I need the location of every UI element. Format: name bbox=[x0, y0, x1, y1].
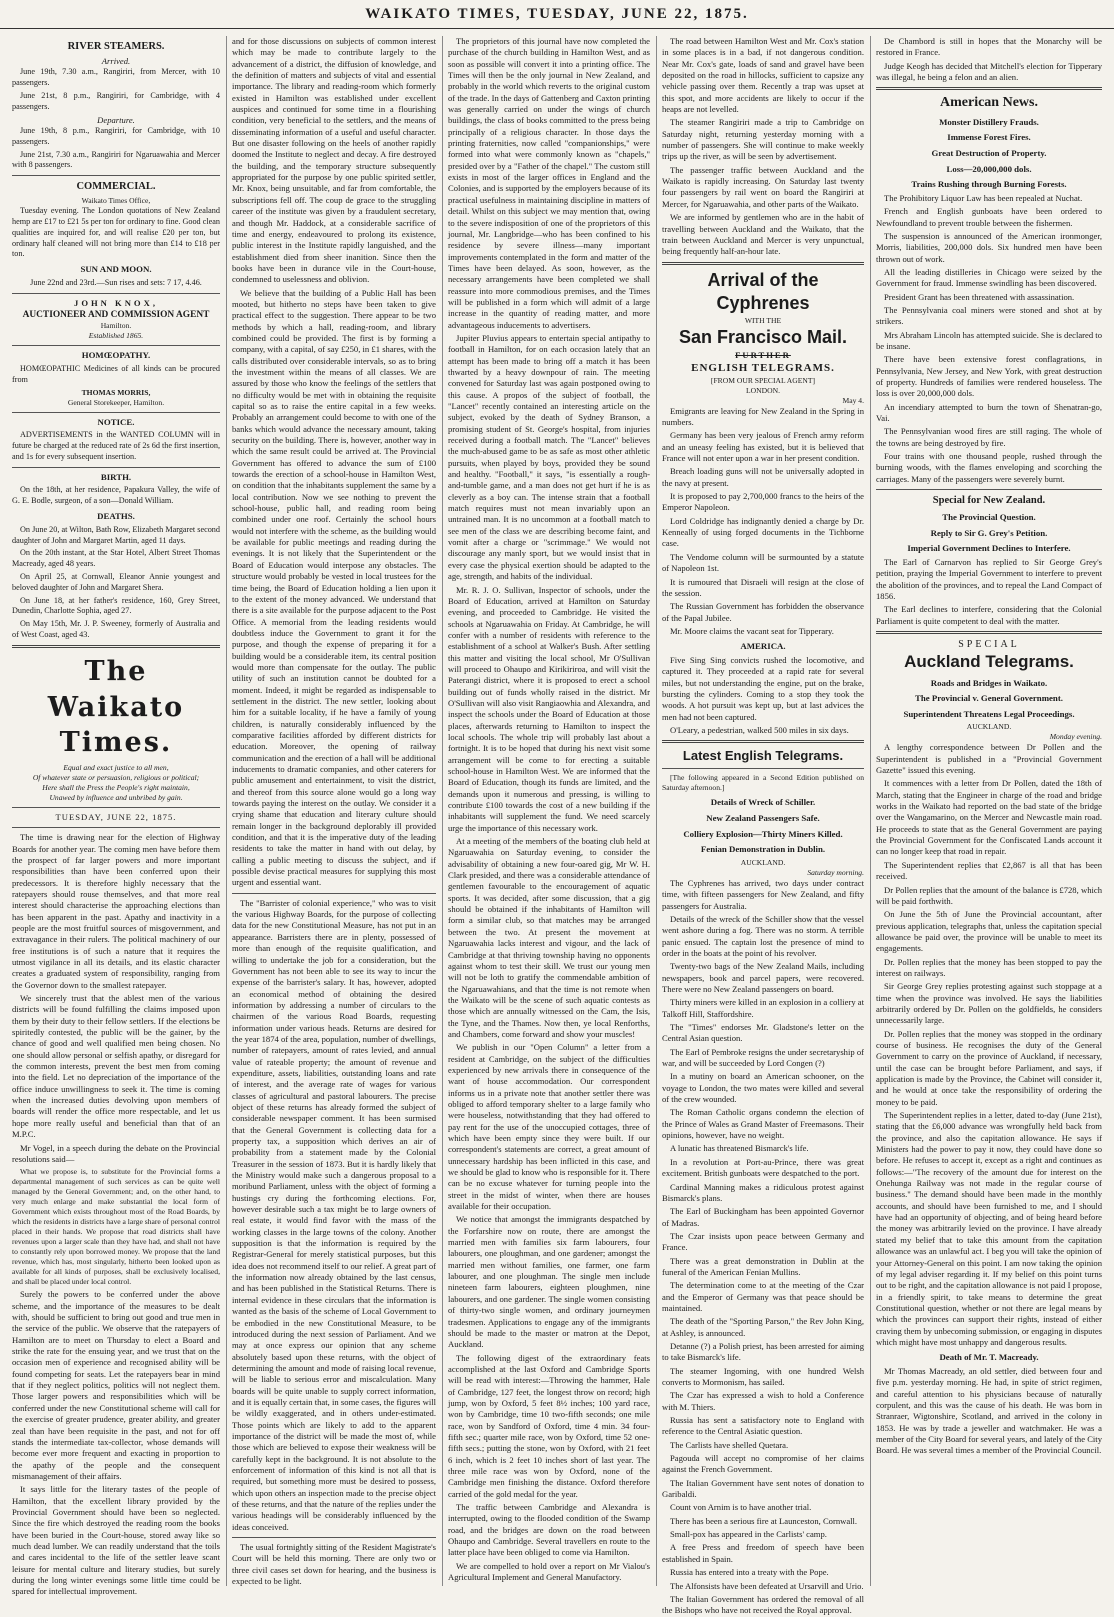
deaths-heading: DEATHS. bbox=[97, 511, 135, 522]
subheading: Reply to Sir G. Grey's Petition. bbox=[930, 527, 1048, 538]
article-paragraph: The traffic between Cambridge and Alexandra is interrupted, owing to the flooded condition of the Swamp road, and the bridges are down on the road between Ohaupo and Cambridge. Several travellers en route to the latter place have been obliged to come via Hamilton. bbox=[448, 1502, 650, 1558]
homeopathy-text: HOMŒOPATHIC Medicines of all kinds can be procured from bbox=[12, 364, 220, 384]
cyphrenes-with: WITH THE bbox=[744, 316, 782, 326]
article-paragraph: We are informed by gentlemen who are in the habit of travelling between Auckland and the Waikato, that the train between Auckland and Mercer is very unpunctual, being frequently half-an-hour late. bbox=[662, 212, 864, 257]
telegram-item: The Czar has expressed a wish to hold a Conference with M. Thiers. bbox=[662, 1390, 864, 1412]
latest-telegrams-heading: Latest English Telegrams. bbox=[682, 748, 844, 764]
subheading: Monster Distillery Frauds. bbox=[939, 116, 1039, 127]
dateline: TUESDAY, JUNE 22, 1875. bbox=[55, 811, 177, 822]
telegram-item: The Earl of Pembroke resigns the under secretaryship of war, and will be succeeded by Lord Congen (?) bbox=[662, 1046, 864, 1069]
motto-line: Unawed by influence and unbribed by gain. bbox=[49, 792, 183, 802]
subheading: Roads and Bridges in Waikato. bbox=[930, 677, 1048, 688]
telegram-item: Cardinal Manning makes a ridiculous protest against Bismarck's plans. bbox=[662, 1181, 864, 1203]
news-item: All the leading distilleries in Chicago were seized by the Government for fraud. Immense swindling has been discovered. bbox=[876, 266, 1102, 289]
news-item: Four trains with one thousand people, rushed through the burning woods, with the flames enveloping and scorching the carriages. Many of the passengers were severely burnt. bbox=[876, 451, 1102, 484]
telegram-item: Small-pox has appeared in the Carlists' camp. bbox=[670, 1529, 827, 1540]
death-notice: On the 20th instant, at the Star Hotel, Albert Street Thomas Macready, aged 48 years. bbox=[12, 548, 220, 569]
news-item: An incendiary attempted to burn the town of Shenatran-go, Vai. bbox=[876, 401, 1102, 424]
editorial-quote: What we propose is, to substitute for the Provincial forms a departmental management of such services as can be quite well managed by the General Government; and, on the other hand, to very much enlarge and make substantial the local form of Government which exists throughout most of the Road Boards, by which the residents in districts have a large share of personal control placed in their hands. We propose that road districts shall have revenues upon a larger scale than they have had, and shall not have to constantly rely upon borrowed money. We propose that the land revenue, which has, most singularly, hitherto been looked upon as available for all kinds of purposes, shall be exclusively localised, and shall be placed under local control. bbox=[12, 1167, 220, 1287]
homeopathy-name: THOMAS MORRIS, bbox=[81, 387, 151, 397]
telegram-item: The Alfonsists have been defeated at Ursarvill and Urio. bbox=[670, 1580, 864, 1591]
death-notice: On April 25, at Cornwall, Eleanor Annie youngest and beloved daughter of John and Margaret Shera. bbox=[12, 571, 220, 592]
arrived-subheading: Arrived. bbox=[101, 55, 131, 66]
death-notice: On May 15th, Mr. J. P. Sweeney, formerly of Australia and of West Coast, aged 43. bbox=[12, 619, 220, 640]
news-item: President Grant has been threatened with assassination. bbox=[884, 291, 1075, 302]
telegram-item: In a revolution at Port-au-Prince, there was great excitement. British gunboats were despatched to the port. bbox=[662, 1156, 864, 1179]
article-paragraph: At a meeting of the members of the boating club held at Ngaruawahia on Saturday evening, to consider the advisability of obtaining a new four-oared gig, Mr W. H. Clark presided, and there was a considerable attendance of gentlemen favourable to the encouragement of aquatic sports. It was decided, after some discussion, that a gig should be obtained if the inhabitants of Hamilton will form a similar club, so that matches may be arranged between the two. At present the movement at Ngaruawahia lacks interest and vigour, and the lack of Cambridge at that thriving township having no opponents against whom to test their skill. We trust our young men will not be loth to gratify the commendable ambition of the Ngaruawahians, and that the time is not remote when the Waikato will be the scene of such aquatic contests as those which are annually witnessed on the Cam, the Isis, the Tyne, and the Thames. Now then, ye local Renforths, and Chambers, come forward and show your muscles! bbox=[448, 836, 650, 1039]
column-rule bbox=[870, 36, 871, 1586]
cyphrenes-headline: Arrival of the Cyphrenes bbox=[707, 269, 819, 314]
news-item: The Earl of Carnarvon has replied to Sir George Grey's petition, praying the Imperial Government to interfere to prevent the abolition of the provinces, and to repeal the Land Compact of 1856. bbox=[876, 556, 1102, 601]
telegram-item: The steamer Ingoming, with one hundred Welsh converts to Mormonism, has sailed. bbox=[662, 1365, 864, 1387]
monday-time: Monday evening. bbox=[1049, 732, 1102, 742]
news-item: Dr. Pollen replies that the money was stopped in the ordinary course of business. He recognises the duty of the General Government to carry on the province of Auckland, if necessary, until the case can be brought before Parliament, and says, if application is made by the Province, the Cabinet will consider it, and he would at once take the responsibility of ordering the money to be paid. bbox=[876, 1028, 1102, 1107]
auckland-dateline: AUCKLAND. bbox=[740, 857, 786, 867]
further-label: FURTHER bbox=[735, 349, 791, 360]
river-steamers-heading: RIVER STEAMERS. bbox=[67, 41, 165, 52]
news-item: The Superintendent replies in a letter, dated to-day (June 21st), stating that the £6,000 advance was wrongfully held back from the province, and also the capitation allowance. He says if Ministers had the power to pay it now, they could have done so before. He refuses to accept it, except as a right and continues as follows:—"The recovery of the amount due for interest on the Onehunga Railway was not made in the regular course of business." The demand should have been made in the monthly accounts, and should have been furnished to me, and I should have had an opportunity of objecting, and of being heard before the money was arbitrarily levied on the province. I have already stated my belief that to take this amount from the capitation allowance was an unlawful act. I beg you will take the opinion of your Attorney-General on this point. I am now taking the opinion of my legal adviser regarding it. If my belief on this point turns out to be right, and the capitation allowance is not paid I propose, in a friendly spirit, to take means to determine the great Constitutional question, whether or not there are legal means by which the provinces can support their rights, instead of either craving them by unbecoming submission, or engaging in disputes which might have most unhappy and dangerous results. bbox=[876, 1110, 1102, 1347]
auckland-dateline: AUCKLAND. bbox=[966, 722, 1012, 732]
telegram-item: The Earl of Buckingham has been appointed Governor of Madras. bbox=[662, 1206, 864, 1228]
editorial-paragraph: It says little for the literary tastes of the people of Hamilton, that the excellent library provided by the Provincial Government should have been so neglected. Since the fire which destroyed the reading room the books have been buried in the Court-house, stored away like so much dead lumber. We can readily understand that the toils and cares incidental to the life of the settler leave scant leisure for mental culture and literary studies, but surely during the long winter evenings some little time could be spared for intellectual improvement. bbox=[12, 1484, 220, 1597]
telegram-item: O'Leary, a pedestrian, walked 500 miles in six days. bbox=[670, 724, 849, 735]
special-nz-heading: Special for New Zealand. bbox=[932, 495, 1046, 507]
subheading: Imperial Government Declines to Interfere. bbox=[907, 543, 1071, 554]
subheading: Immense Forest Fires. bbox=[947, 132, 1031, 143]
column-rule bbox=[656, 36, 657, 1586]
special-label: SPECIAL bbox=[958, 638, 1020, 650]
special-agent-note: [FROM OUR SPECIAL AGENT] bbox=[710, 375, 816, 385]
article-paragraph: Mr. R. J. O. Sullivan, Inspector of schools, under the Board of Education, arrived at Hamilton on Saturday evening, and proceeded to Cambridge. He visited the schools at Ngaruawahia on Friday. At Cambridge, he will confer with a number of residents with reference to the establishment of a school at Walker's Bush. After settling this matter and visiting the local school, Mr O'Sullivan will proceed to Ohaupo and Kirikiriroa, and will visit the Paterangi district, where it is proposed to erect a school building out of funds wholly raised in the district. Mr O'Sullivan will also visit Rangiaowhia and Alexandra, and inspect the schools under the Board of Education at those places, afterwards returning to Hamilton to inspect the local schools. The whole trip will probably last about a fortnight. It is to be hoped that during his next visit some arrangement will be come to for erecting a suitable school-house in Hamilton West. We are informed that the Board of Education, though its funds are limited, and the demands upon it numerous and pressing, is willing to contribute £100 towards the cost of a new building if the inhabitants will supplement the fund. We need scarcely urge the importance of this necessary work. bbox=[448, 584, 650, 833]
may-date: May 4. bbox=[842, 395, 864, 405]
subheading: Superintendent Threatens Legal Proceedings. bbox=[903, 708, 1075, 719]
telegram-item: It is rumoured that Disraeli will resign at the close of the session. bbox=[662, 576, 864, 598]
column-5 bbox=[876, 36, 1102, 1586]
column-rule bbox=[226, 36, 227, 1586]
telegram-item: The Czar insists upon peace between Germany and France. bbox=[662, 1230, 864, 1253]
subheading: Details of Wreck of Schiller. bbox=[710, 797, 816, 808]
article-paragraph: and for those discussions on subjects of common interest which may be made to contribute largely to the advancement of a district, the diffusion of knowledge, and the definition of matters and subjects of vital and essential importance. The library and reading-room which formerly existed in Hamilton was established under excellent auspices and continued for some time in a flourishing condition, very beneficial to the settlers, and the means of disseminating information of a useful and useful character. But one disaster following on the heels of another rapidly doomed the Institute to neglect and decay. A fire destroyed the building, and the temporary structure subsequently appropriated for the purpose by one public spirited settler, Mr. Knox, being unsuitable, and far from comfortable, the subscriptions fell off. The coup de grace to the struggling career of the institute was given by a fraudulent secretary, and though Mr. Haddock, at a considerable sacrifice of time and energy, endeavoured to prolong its existence, public interest in the Institute rapidly languished, and the establishment died from sheer inanition. Since then the books have been in durance vile in the Court-house, condemned to uselessness and oblivion. bbox=[232, 36, 436, 285]
telegram-item: The Italian Government has ordered the removal of all the Bishops who have not received the Royal approval. bbox=[662, 1593, 864, 1616]
news-item: The Superintendent replies that £2,867 is all that has been received. bbox=[876, 859, 1102, 882]
birth-text: On the 18th, at her residence, Papakura Valley, the wife of G. E. Bodle, surgeon, of a son—Donald William. bbox=[12, 485, 220, 506]
editorial-paragraph: Mr Vogel, in a speech during the debate on the Provincial resolutions said— bbox=[12, 1142, 220, 1164]
article-paragraph: The "Barrister of colonial experience," who was to visit the various Highway Boards, for the purpose of collecting data for the new Constitutional Measure, has not put in an appearance. Barristers there are in plenty, possessed of more than enough of the requisite qualification, and willing to undertake the job for a consideration, but the Government has not been able to see its way to incur the expense of the barrister's salary. It has, however, adopted an economical method of obtaining the desired information by addressing a number of circulars to the chairmen of the various Road Boards, requesting information under various heads. Returns are desired for the year 1874 of the area, population, number of dwellings, number of ratepayers, amount of rates levied, and annual value of rateable property; the amount of revenue and expenditure, assets, liabilities, outstanding loans and rate of interest, and the average rate of wages for various classes of agricultural and pastoral labourers. The precise object of these returns has already formed the subject of considerable newspaper comment. It has been surmised that the General Government is collecting data for a property tax, a supposition which derives an air of probability from a statement made by the Colonial Treasurer in the session of 1873. But it is hardly likely that the Ministry would make such a dangerous proposal to a moribund Parliament, unless with the object of forming a hustings cry during the forthcoming elections. For, however desirable such a tax might be to large owners of real estate, it would find favor with the mass of the working classes in the large towns of the colony. Another supposition is that the information is required by the Registrar-General for merely statistical purposes, but this idea does not recommend itself to our relief. A great part of the information now already obtained by the last census, and has been published in the Statistical Returns. There is internal evidence in these circulars that the information is wanted as the basis of the scheme of Local Government to be embodied in the new Constitutional Measure, to be introduced during the next session of Parliament. And we may at once express our opinion that any scheme absolutely based upon these returns, with the object of determining the amount and mode of raising local revenue, will be liable to serious error and miscalculation. Many boards will be quite unable to supply correct information, and it is equally certain that, in some cases, the figures will be wildly exaggerated, and in others under-estimated. Those points which are likely to add to the apparent importance of the district will be made the most of, while those which are believed to expose their weakness will be carefully kept in the background. It is not absolute to the enforcement of information of this kind is not all that is required, but something more must be desired to possess, which upon others an inspection made to the precise object of these returns, and that the nature of the replies under the various headings will be considerably influenced by the ideas conceived. bbox=[232, 897, 436, 1532]
arrival-entry: June 19th, 7.30 a.m., Rangiriri, from Mercer, with 10 passengers. bbox=[12, 67, 220, 88]
commercial-subheading: Waikato Times Office, bbox=[81, 196, 151, 206]
column-2 bbox=[232, 36, 436, 1586]
telegram-item: Thirty miners were killed in an explosion in a colliery at Talkoff Hill, Staffordshire. bbox=[662, 997, 864, 1019]
editorial-paragraph: Surely the powers to be conferred under the above scheme, and the importance of the measures to be dealt with, should be sufficient to bring out good and true men in the service of the public. We observe that the ratepayers of Hamilton are to meet on Thursday to elect a Board and strike the rate for the ensuing year, and we trust that on the occasion men of experience and recognised ability will be found competing for seats. Let the ratepayers bear in mind that if they neglect politics, politics will not neglect them. Those larger powers and responsibilities which will be conferred under the new Constitutional scheme will call for the exercise of greater prudence, greater ability, and greater zeal than have been requisite in the past, and not for off stands the intermediate tax-collector, whose demands will become ever more frequent and exacting in proportion to the apathy of the people and the consequent mismanagement of their affairs. bbox=[12, 1289, 220, 1481]
news-item: A lengthy correspondence between Dr Pollen and the Superintendent is published in a "Provincial Government Gazette" issued this evening. bbox=[876, 742, 1102, 776]
telegram-item: Details of the wreck of the Schiller show that the vessel went ashore during a fog. There was no storm. A terrible panic ensued. The captain lost the presence of mind to order in the boats at the point of his revolver. bbox=[662, 913, 864, 958]
sun-moon-text: June 22nd and 23rd.—Sun rises and sets: 7 17, 4.46. bbox=[30, 277, 202, 287]
auckland-telegrams-heading: Auckland Telegrams. bbox=[904, 652, 1074, 672]
news-item: There have been extensive forest conflagrations, in Pennsylvania, New Jersey, and New York, with great destruction of property. Hundreds of families were rendered houseless. The loss is over 20,000,000 dols. bbox=[876, 354, 1102, 399]
column-1 bbox=[12, 36, 220, 1597]
telegram-item: The death of the "Sporting Parson," the Rev John King, at Ashley, is announced. bbox=[662, 1316, 864, 1338]
telegram-item: Emigrants are leaving for New Zealand in the Spring in numbers. bbox=[662, 405, 864, 428]
paper-title: The Waikato Times. bbox=[47, 655, 185, 759]
telegram-item: The Carlists have shelled Quetara. bbox=[670, 1439, 789, 1450]
death-heading: Death of Mr. T. Macready. bbox=[939, 1352, 1039, 1363]
article-paragraph: The usual fortnightly sitting of the Resident Magistrate's Court will be held this morning. There are only two or three civil cases set down for hearing, and the business is expected to be light. bbox=[232, 1542, 436, 1587]
telegram-item: Pagouda will accept no compromise of her claims against the French Government. bbox=[662, 1453, 864, 1475]
news-item: French and English gunboats have been ordered to Newfoundland to prevent trouble between the fishermen. bbox=[876, 206, 1102, 228]
article-paragraph: Jupiter Pluvius appears to entertain special antipathy to football in Hamilton, for on each occasion lately that an attempt has been made to bring off a match it has been thwarted by a heavy downpour of rain. The meeting convened for Saturday last was again postponed owing to this cause. A propos of the subject of football, the "Lancet" recently contained an interesting article on the subject, evoked by the death of Sydney Branson, a promising student of St. George's hospital, from injuries received during a football match. The "Lancet" believes the much-abused game to be as safe as most other athletic pursuits, when played by boys, provided they be sound and healthy. "Football," it says, "is essentially a rough-and-tumble game, and a man does not get hurt if he is as cleverly as a boy can. The intense strain that a football match requires must not mean invariably upon an untrained man. It is no uncommon at a football match to see men of the class we are describing become faint, and vomit after a charge or "scrimmage." We would not discourage any manly sport, but we would insist that in every case the physical exertion should be adapted to the age, strength, and habits of the individual. bbox=[448, 332, 650, 582]
telegram-item: There has been a serious fire at Launceston, Cornwall. bbox=[670, 1515, 858, 1526]
london-dateline: LONDON. bbox=[746, 385, 780, 395]
subheading: Colliery Explosion—Thirty Miners Killed. bbox=[683, 828, 843, 839]
commercial-text: Tuesday evening. The London quotations of New Zealand hemp are £17 to £21 5s per ton for ordinary to fine. Good clean qualities are inquired for, and will realise £20 per ton, but ordinary half cleaned will not bring more than £14 to £18 per ton. bbox=[12, 206, 220, 259]
death-notice: On June 18, at her father's residence, 160, Grey Street, Dunedin, Charlotte Sophia, aged 27. bbox=[12, 595, 220, 616]
article-paragraph: The steamer Rangiriri made a trip to Cambridge on Saturday night, returning yesterday morning with a number of passengers. She will continue to make weekly trips up the river, as will be seen by advertisement. bbox=[662, 117, 864, 162]
notice-text: ADVERTISEMENTS in the WANTED COLUMN will in future be charged at the reduced rate of 2s 6d the first insertion, and 1s for every subsequent insertion. bbox=[12, 430, 220, 461]
motto-line: Here shall the Press the People's right maintain, bbox=[42, 782, 190, 792]
article-paragraph: We notice that amongst the immigrants despatched by the Forfarshire now on route, there are amongst the married men with families six farm labourers, four labourers, one ploughman, and one gardener; amongst the married men without families, one farmer, one farm labourer, and one ploughman. The single men include nineteen farm labourers, eighteen ploughmen, nine labourers, and one gardener. The single women consisting of thirty-two single women, and ordinary journeymen tradesmen. Applications to engage any of the immigrants should be made to the master or matron at the Depot, Auckland. bbox=[448, 1214, 650, 1350]
mail-headline: San Francisco Mail. bbox=[678, 327, 848, 348]
editorial-paragraph: The time is drawing near for the election of Highway Boards for another year. The coming men have before them the prospect of far larger powers and more important responsibilities than have been conferred upon their predecessors. It is therefore highly necessary that the ratepayers should rouse themselves, and that more real interest should characterise the approaching elections than has been apparent in the past. Apathy and inactivity in a people are the most fruitful sources of misgovernment, and extravagance in their rulers. The political machinery of our free institutions is of such a nature that it requires the utmost vigilance in all its details, and its elastic character creates a graduated system of responsibility, ranging from the Governor down to the smallest ratepayer. bbox=[12, 832, 220, 990]
telegram-item: In a mutiny on board an American schooner, on the voyage to London, the two mates were killed and several of the crew wounded. bbox=[662, 1071, 864, 1105]
homeopathy-heading: HOMŒOPATHY. bbox=[81, 350, 151, 361]
departure-entry: June 21st, 7.30 a.m., Rangiriri for Ngaruawahia and Mercer with 8 passengers. bbox=[12, 149, 220, 170]
column-rule bbox=[442, 36, 443, 1586]
news-item: Dr. Pollen replies that the money has been stopped to pay the interest on railways. bbox=[876, 956, 1102, 978]
column-3 bbox=[448, 36, 650, 1586]
sun-moon-heading: SUN AND MOON. bbox=[80, 264, 152, 275]
latest-note: [The following appeared in a Second Edition published on Saturday afternoon.] bbox=[662, 773, 864, 793]
subheading: Great Destruction of Property. bbox=[931, 148, 1047, 159]
article-paragraph: We believe that the building of a Public Hall has been mooted, but hitherto no steps have been taken to give practical effect to the suggestion. There appear to be two methods by which a hall, reading-room, and library combined could be provided. The first is by forming a company, with a capital, of say £250, in £1 shares, with the calls distributed over considerable intervals, so as to bring the investment within the means of all classes. We are assured by those who know the feelings of the settlers that no difficulty would be met with in obtaining the requisite capital so as to raise the entire capital in a few weeks. Probably an arrangement could become to with one of the banks which would advance the necessary amount, taking security on the building. There is, however, another way in which the same result could be arrived at. The Provincial Government has offered to advance the sum of £100 towards the erection of a school-house in Hamilton West, on condition that the inhabitants supplement the same by a local contribution. Now we see nothing to prevent the school-house, public hall, and reading room being combined under one roof. Certainly the school hours would not interfere with the scheme, as the building would be available for public meetings and reading during the evenings. It is not likely that the Superintendent or the Board of Education would interpose any obstacles. The structure would probably be vested in local trustees for the time being, the Board of Education holding a lien upon it to the extent of the money advanced. We understand that there is a site available for the purpose adjacent to the Post Office. A memorial from the leading residents would doubtless induce the Government to grant it for the purpose, and though the expense of preparing it for a building would be a considerable item, its central position would more than compensate for the outlay. The public utility of such an institution cannot be doubted for a moment. Indeed, it might be regarded as indispensable to settlement in the district. The new settler, looking about him for a suitable locality, if he have a family of young children, is naturally considerably influenced by the comparative facilities afforded by different districts for education. Moreover, the opening of railway communication and the erection of a hall will be additional inducements to dramatic companies, and other caterers for public amusement and entertainment, to visit the district, and thereof from this source alone would go a long way towards paying the interest on the outlay. We consider it a crying shame that education and literary culture should remain longer in the background deplorably ill provided condition, and that it is the imperative duty of the leading residents to take the matter in hand with out delay, by calling a public meeting to discuss the subject, and if possible devise practical measures for supplying this most urgent and essential want. bbox=[232, 287, 436, 888]
subheading: New Zealand Passengers Safe. bbox=[706, 813, 820, 824]
birth-heading: BIRTH. bbox=[100, 471, 132, 482]
death-notice: On June 20, at Wilton, Bath Row, Elizabeth Margaret second daughter of John and Margaret Martin, aged 11 days. bbox=[12, 524, 220, 545]
motto-line: Equal and exact justice to all men, bbox=[63, 762, 169, 772]
telegram-item: Mr. Moore claims the vacant seat for Tipperary. bbox=[670, 625, 834, 636]
column-4 bbox=[662, 36, 864, 1616]
knox-established: Established 1865. bbox=[88, 331, 144, 341]
news-item: The suspension is announced of the American ironmonger, Morris, liabilities, 200,000 dols. Six hundred men have been thrown out of work. bbox=[876, 230, 1102, 264]
notice-heading: NOTICE. bbox=[97, 416, 135, 427]
subheading: The Provincial Question. bbox=[942, 512, 1036, 522]
knox-place: Hamilton. bbox=[100, 321, 132, 331]
editorial-paragraph: We sincerely trust that the ablest men of the various districts will be found fulfilling the claims imposed upon them by their duty to their fellow settlers. If the elections be spiritedly contested, the public will be the gainer, by the chance of good and well qualified men being chosen. No one should allow personal or selfish apathy, or disregard for the common interests, prevent the best men from coming into the field. Let no depreciation of the importance of the office induce unwillingness to seek it. The time is coming when the increased duties devolving upon members of boards will render the office more respectable, and let us hope more really useful and beneficial than that of an M.P.C. bbox=[12, 993, 220, 1140]
article-paragraph: The passenger traffic between Auckland and the Waikato is rapidly increasing. On Saturday last twenty four passengers by rail went on board the Rangiriri at Mercer, for Ngaruawahia, and other parts of the Waikato. bbox=[662, 164, 864, 209]
telegram-item: Five Sing Sing convicts rushed the locomotive, and captured it. They proceeded at a rapid rate for several miles, but not understanding the engine, put on the brake, bursting the cylinders. Coming to a stop they took the woods. A hot pursuit was kept up, but at last advices the men had not been captured. bbox=[662, 654, 864, 722]
telegram-item: Russia has entered into a treaty with the Pope. bbox=[670, 1567, 829, 1578]
subheading: The Provincial v. General Government. bbox=[915, 693, 1063, 704]
arrival-entry: June 21st, 8 p.m., Rangiriri, for Cambridge, with 4 passengers. bbox=[12, 90, 220, 111]
subheading: Loss—20,000,000 dols. bbox=[946, 163, 1032, 174]
news-item: The Pennsylvanian wood fires are still raging. The whole of the towns are being destroyed by fire. bbox=[876, 426, 1102, 448]
news-item: The Pennsylvania coal miners were stoned and shot at by strikers. bbox=[876, 304, 1102, 327]
news-item: Sir George Grey replies protesting against such stoppage at a time when the province was involved. He says the liabilities arbitrarily ordered by Dr. Pollen on the goldfields, he considers unnecessarily large. bbox=[876, 981, 1102, 1026]
article-paragraph: The following digest of the extraordinary feats accomplished at the last Oxford and Cambridge Sports will be read with interest:—Throwing the hammer, Hale of Cambridge, 127 feet, the longest throw on record; high jump, won by Oxford, 5 feet 8½ inches; 100 yard race, won by Cambridge, time 10 two-fifth seconds; one mile race, won by Sandford of Oxford, time 4 min. 34 four-fifth sec.; quarter mile race, won by Oxford, time 52 one-fifth secs.; putting the stone, won by Oxford, with 21 feet 6 inch, which is 2 feet 10 inches short of last year. The three mile race was won by Oxford, none of the Cambridge men finishing the distance. Oxford therefore carried of the gold medal for the year. bbox=[448, 1352, 650, 1499]
telegram-item: The Vendome column will be surmounted by a statute of Napoleon 1st. bbox=[662, 551, 864, 574]
telegram-item: The "Times" endorses Mr. Gladstone's letter on the Central Asian question. bbox=[662, 1022, 864, 1044]
subheading: Fenian Demonstration in Dublin. bbox=[700, 844, 826, 855]
commercial-heading: COMMERCIAL. bbox=[76, 181, 156, 193]
article-paragraph: The proprietors of this journal have now completed the purchase of the church building in Hamilton West, and as soon as possible will convert it into a printing office. The Times will then be the only journal in New Zealand, and probably in the world which reverts to the original custom of the trade. In the days of Gattenberg and Caxton printing was generally carried on under the wings of church buildings, the class of books committed to the press being principally of a religious character. In those days the printing fraternities, now called "companionships," were formed into what were commonly known as "chapels," presided over by a "Father of the chapel." The custom still exists in most of the larger offices in England and the Colonies, and is supported by the employers because of its practical usefulness in maintaining discipline in matters of detail. Whilst on this subject we may mention that, owing to the severe indisposition of one of the proprietors of this journal, Mr. Langbridge—who has been confined to his residence by severe illness—many important improvements contemplated in the form and matter of the Times have been delayed. As soon, however, as the necessary arrangements have been completed we shall reassure into more commodious premises, and the Times will be published in a form which will admit of a large increase in the quantity of reading matter, and more advantageous inducements to advertisers. bbox=[448, 36, 650, 330]
telegram-item: The determination come to at the meeting of the Czar and the Emperor of Germany was that peace should be maintained. bbox=[662, 1280, 864, 1313]
telegram-item: Germany has been very jealous of French army reform and an uneasy feeling has existed, but it is believed that France will not enter upon a war in her present condition. bbox=[662, 430, 864, 464]
telegram-item: The Russian Government has forbidden the observance of the Papal Jubilee. bbox=[662, 601, 864, 623]
departure-entry: June 19th, 8 p.m., Rangiriri, for Cambridge, with 10 passengers. bbox=[12, 125, 220, 146]
telegram-item: Twenty-two bags of the New Zealand Mails, including newspapers, book and parcel papers, were recovered. There were no New Zealand passengers on board. bbox=[662, 961, 864, 994]
article-paragraph: We are compelled to hold over a report on Mr Vialou's Agricultural Implement and General Manufactory. bbox=[448, 1560, 650, 1583]
homeopathy-sub: General Storekeeper, Hamilton. bbox=[67, 397, 165, 407]
telegram-item: Breach loading guns will not be universally adopted in the navy at present. bbox=[662, 466, 864, 488]
saturday-time: Saturday morning. bbox=[807, 867, 864, 877]
telegram-item: A free Press and freedom of speech have been established in Spain. bbox=[662, 1542, 864, 1564]
telegram-item: De Chambord is still in hopes that the Monarchy will be restored in France. bbox=[876, 36, 1102, 58]
news-item: Dr Pollen replies that the amount of the balance is £728, which will be paid forthwith. bbox=[876, 884, 1102, 906]
telegram-item: Russia has sent a satisfactory note to England with reference to the Central Asiatic question. bbox=[662, 1415, 864, 1437]
knox-name: JOHN KNOX, bbox=[74, 297, 158, 308]
telegram-item: The Roman Catholic organs condemn the election of the Prince of Wales as Grand Master of Freemasons. Their opinions, however, have no weight. bbox=[662, 1107, 864, 1141]
motto-line: Of whatever state or persuasion, religious or political; bbox=[32, 772, 200, 782]
news-item: Mr Thomas Macready, an old settler, died between four and five p.m. yesterday morning. He had, in spite of strict regimen, and careful attention to his physicians because of naturally corpulent, and this was the cause of his death. He was born in Stranraer, Wigtonshire, Scotland, and arrived in the colony in 1853. He was by trade a jeweller and watchmaker. He was a member of the City Board for several years, and lately of the City Board. He was several times a member of the Provincial Council. bbox=[876, 1365, 1102, 1456]
telegram-item: Judge Keogh has decided that Mitchell's election for Tipperary was illegal, he being a felon and an alien. bbox=[876, 60, 1102, 83]
english-telegrams-heading: ENGLISH TELEGRAMS. bbox=[691, 362, 835, 375]
american-news-heading: American News. bbox=[940, 95, 1038, 111]
telegram-item: It is proposed to pay 2,700,000 francs to the heirs of the Emperor Napoleon. bbox=[662, 491, 864, 513]
news-item: It commences with a letter from Dr Pollen, dated the 18th of March, stating that the Engineer in charge of the road and bridge works in the Waikato had reported on the bad state of the bridge over the Wangamarino, on the Mercer and Newcastle main road. He proceeds to state that as the General Government are paying the Provincial Government for the Confiscated Lands account it can no longer keep that road in repair. bbox=[876, 778, 1102, 857]
telegram-item: The Cyphrenes has arrived, two days under contract time, with fifteen passengers for New Zealand, and fifty passengers for Australia. bbox=[662, 877, 864, 911]
knox-title: AUCTIONEER AND COMMISSION AGENT bbox=[22, 309, 210, 320]
article-paragraph: The road between Hamilton West and Mr. Cox's station in some places is in a bad, if not dangerous condition. Near Mr. Cox's gate, loads of sand and gravel have been deposited on the road in hillocks, sufficient to capsize any vehicle passing over them. Recently a trap was upset at this spot, and more accidents are likely to occur if the heaps are not levelled. bbox=[662, 36, 864, 115]
news-item: The Earl declines to interfere, considering that the Colonial Parliament is quite competent to deal with the matter. bbox=[876, 604, 1102, 626]
news-item: Mrs Abraham Lincoln has attempted suicide. She is declared to be insane. bbox=[876, 329, 1102, 352]
telegram-item: The Italian Government have sent notes of donation to Garibaldi. bbox=[662, 1477, 864, 1500]
subheading: Trains Rushing through Burning Forests. bbox=[911, 179, 1067, 190]
page-masthead: WAIKATO TIMES, TUESDAY, JUNE 22, 1875. bbox=[0, 6, 1114, 29]
news-item: The Prohibitory Liquor Law has been repealed at Nuchat. bbox=[884, 192, 1083, 203]
america-heading: AMERICA. bbox=[740, 641, 786, 652]
telegram-item: There was a great demonstration in Dublin at the funeral of the American Fenian Mullins. bbox=[662, 1255, 864, 1277]
telegram-item: Lord Coldridge has indignantly denied a charge by Dr. Kenneally of using forged documents in the Tichborne case. bbox=[662, 515, 864, 549]
telegram-item: Count von Arnim is to have another trial. bbox=[670, 1502, 812, 1513]
telegram-item: A lunatic has threatened Bismarck's life. bbox=[670, 1143, 809, 1154]
telegram-item: Detanne (?) a Polish priest, has been arrested for aiming to take Bismarck's life. bbox=[662, 1340, 864, 1363]
article-paragraph: We publish in our "Open Column" a letter from a resident at Cambridge, on the subject of the difficulties experienced by new arrivals there in consequence of the want of house accommodation. Our correspondent informs us in a private note that another settler there was obliged to afford temporary shelter to a large family who were houseless, notwithstanding that they had offered to pay rent for the use of the unoccupied cottages, three of which have been empty since they were built. If our correspondent's statements are correct, a great amount of unnecessary hardship has been inflicted in this case, and we should be glad to know who is responsible for it. There can be no excuse whatever for turning people into the street in the midst of winter, when there are houses available for their occupation. bbox=[448, 1042, 650, 1212]
departure-subheading: Departure. bbox=[97, 114, 135, 125]
news-item: On June the 5th of June the Provincial accountant, after previous application, telegraphs that, unless the capitation special allowance be paid over, the province will be unable to meet its engagements. bbox=[876, 909, 1102, 954]
